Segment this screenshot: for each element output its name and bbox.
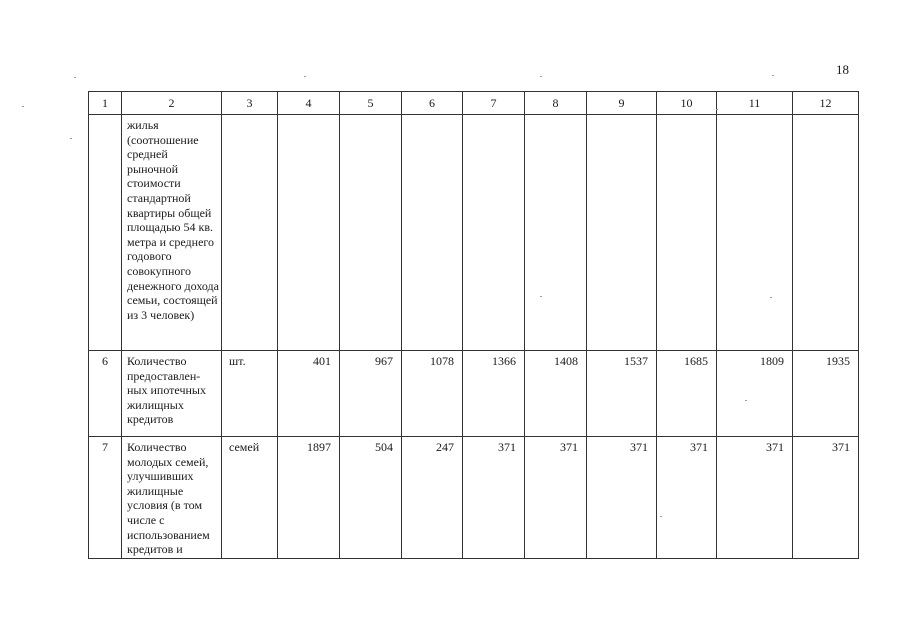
header-cell: 6 [402,92,463,115]
header-cell: 2 [122,92,222,115]
indicator-name-cell: жилья (соотношение средней рыночной стоимости стандартной квартиры общей площадью 54 кв. метра и среднего годового совокупного денежного дохода семьи, состоящей из 3 человек) [122,115,222,351]
value-cell: 371 [525,437,587,559]
table-row [89,351,859,437]
scan-speck [74,77,76,78]
scan-speck [770,297,772,298]
header-cell: 9 [587,92,657,115]
row-number-cell: 7 [89,437,122,559]
value-cell: 401 [278,351,340,437]
value-cell [717,115,793,351]
header-cell: 10 [657,92,717,115]
value-cell: 1935 [793,351,859,437]
scan-speck [660,516,662,517]
header-row [89,92,859,115]
value-cell [793,115,859,351]
table-row [89,115,859,351]
row-number-cell: 6 [89,351,122,437]
value-cell: 371 [793,437,859,559]
value-cell: 1809 [717,351,793,437]
unit-cell [222,115,278,351]
value-cell: 967 [340,351,402,437]
value-cell [587,115,657,351]
value-cell: 371 [657,437,717,559]
header-cell: 12 [793,92,859,115]
value-cell: 1408 [525,351,587,437]
header-cell: 8 [525,92,587,115]
indicator-name-cell: Количество молодых семей, улучшивших жилищные условия (в том числе с использованием кредитов и [122,437,222,559]
value-cell [402,115,463,351]
value-cell: 1897 [278,437,340,559]
value-cell: 1366 [463,351,525,437]
value-cell: 1685 [657,351,717,437]
scan-speck [22,106,24,107]
value-cell [463,115,525,351]
indicator-name-cell: Количество предоставлен-ных ипотечных жилищных кредитов [122,351,222,437]
unit-cell: семей [222,437,278,559]
table-row [89,437,859,559]
header-cell: 7 [463,92,525,115]
header-cell: 3 [222,92,278,115]
header-cell: 4 [278,92,340,115]
scan-speck [540,76,542,77]
header-cell: 11 [717,92,793,115]
unit-cell: шт. [222,351,278,437]
value-cell [525,115,587,351]
page-number: 18 [836,62,849,77]
value-cell: 371 [587,437,657,559]
scan-speck [716,109,718,110]
indicator-table [88,91,859,559]
value-cell: 247 [402,437,463,559]
row-number-cell [89,115,122,351]
scan-speck [745,400,747,401]
header-cell: 1 [89,92,122,115]
value-cell [340,115,402,351]
value-cell: 371 [463,437,525,559]
scan-speck [70,138,72,139]
value-cell: 1078 [402,351,463,437]
value-cell: 504 [340,437,402,559]
value-cell: 1537 [587,351,657,437]
header-cell: 5 [340,92,402,115]
value-cell [278,115,340,351]
value-cell [657,115,717,351]
value-cell: 371 [717,437,793,559]
scan-speck [772,75,774,76]
scan-speck [304,76,306,77]
scan-speck [540,296,542,297]
